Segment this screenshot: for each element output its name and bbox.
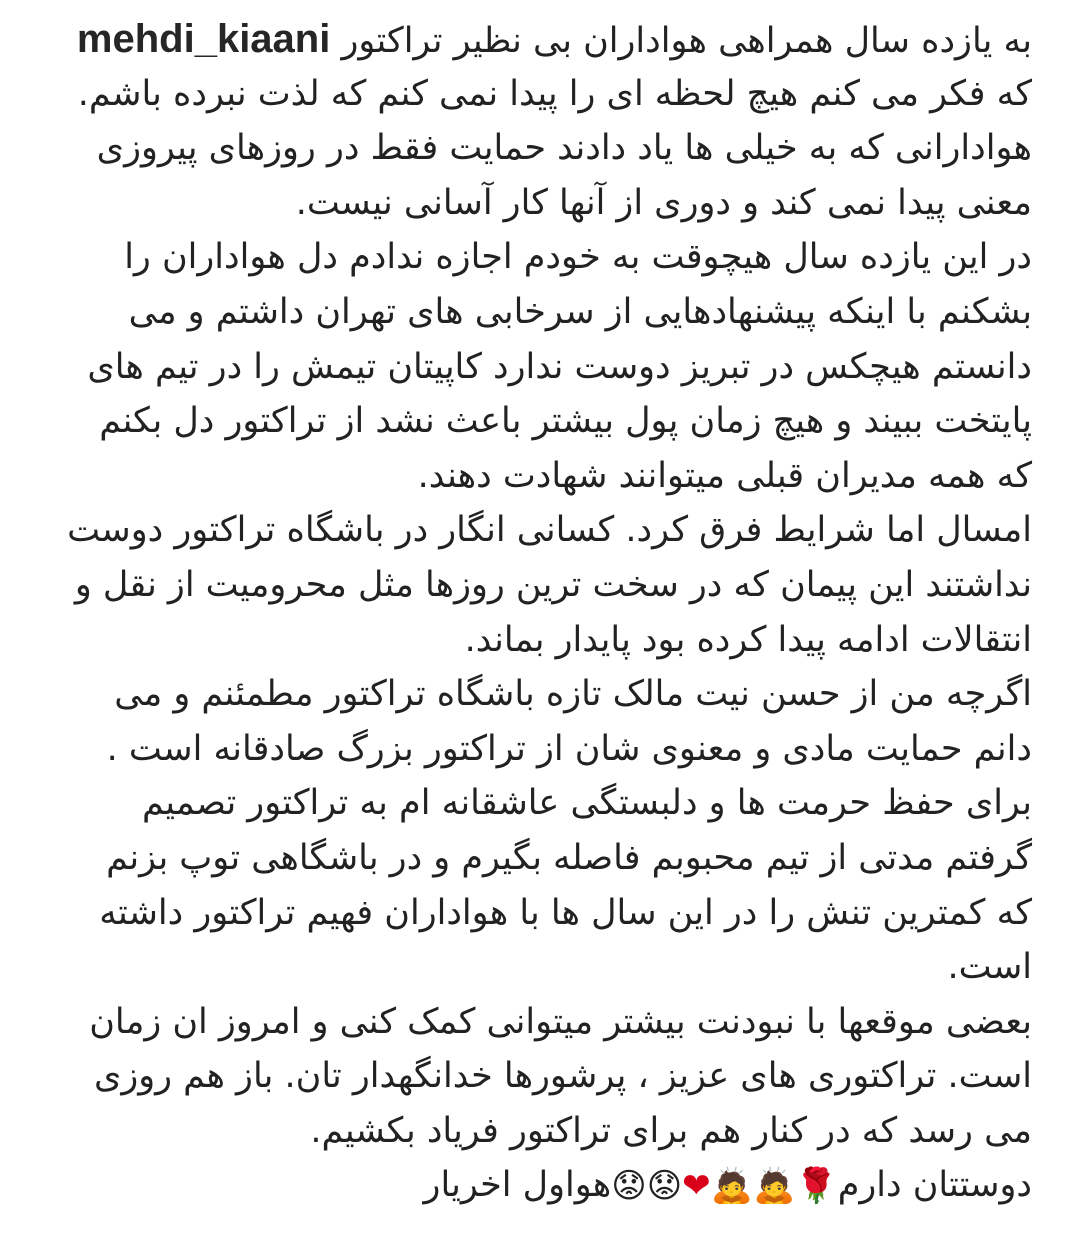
caption-line: پایتخت ببیند و هیچ زمان پول بیشتر باعث نشد از تراکتور دل بکنم	[99, 401, 1032, 442]
caption-line: می رسد که در کنار هم برای تراکتور فریاد بکشیم.	[310, 1110, 1032, 1151]
caption-line	[40, 12, 1032, 67]
caption-line: که کمترین تنش را در این سال ها با هواداران فهیم تراکتور داشته	[99, 892, 1032, 933]
caption-line: بشکنم با اینکه پیشنهادهایی از سرخابی های تهران داشتم و می	[128, 291, 1032, 332]
praying-boy-icon: 🙇	[753, 1166, 796, 1207]
caption-line: است.	[947, 947, 1032, 988]
caption-line: که فکر می کنم هیچ لحظه ای را پیدا نمی کنم که لذت نبرده باشم.	[77, 73, 1032, 114]
caption-text: به یازده سال همراهی هواداران بی نظیر تراکتور	[341, 21, 1032, 61]
caption-text: دوستتان دارم	[837, 1165, 1032, 1206]
worried-face-icon: 😟	[611, 1166, 647, 1207]
caption-line: گرفتم مدتی از تیم محبوبم فاصله بگیرم و در باشگاهی توپ بزنم	[106, 837, 1032, 878]
caption-line: دانستم هیچکس در تبریز دوست ندارد کاپیتان تیمش را در تیم های	[87, 346, 1032, 387]
worried-face-icon: 😟	[646, 1166, 683, 1207]
red-heart-icon: ❤	[682, 1166, 711, 1207]
caption-line: برای حفظ حرمت ها و دلبستگی عاشقانه ام به تراکتور تصمیم	[142, 783, 1032, 824]
caption-line: امسال اما شرایط فرق کرد. کسانی انگار در باشگاه تراکتور دوست	[67, 510, 1032, 551]
caption-line: معنی پیدا نمی کند و دوری از آنها کار آسانی نیست.	[295, 182, 1032, 223]
caption-line: دانم حمایت مادی و معنوی شان از تراکتور بزرگ صادقانه است .	[106, 728, 1032, 769]
caption-line: هوادارانی که به خیلی ها یاد دادند حمایت فقط در روزهای پیروزی	[96, 128, 1032, 169]
caption-closing-line	[40, 1158, 1032, 1213]
post-caption	[40, 12, 1032, 1213]
rose-icon: 🌹	[795, 1166, 838, 1207]
caption-line: که همه مدیران قبلی میتوانند شهادت دهند.	[417, 455, 1032, 496]
caption-line: است. تراکتوری های عزیز ، پرشورها خدانگهدار تان. باز هم روزی	[93, 1056, 1032, 1097]
caption-text: هواول اخریار	[423, 1165, 612, 1206]
praying-boy-icon: 🙇	[710, 1166, 753, 1207]
caption-line: اگرچه من از حسن نیت مالک تازه باشگاه تراکتور مطمئنم و می	[114, 674, 1032, 715]
caption-line: انتقالات ادامه پیدا کرده بود پایدار بماند.	[464, 619, 1032, 660]
caption-line: بعضی موقعها با نبودنت بیشتر میتوانی کمک کنی و امروز ان زمان	[89, 1001, 1032, 1042]
username-link[interactable]: mehdi_kiaani	[76, 17, 331, 61]
caption-line: در این یازده سال هیچوقت به خودم اجازه ندادم دل هواداران را	[124, 237, 1032, 278]
caption-line: نداشتند این پیمان که در سخت ترین روزها مثل محرومیت از نقل و	[74, 564, 1032, 605]
